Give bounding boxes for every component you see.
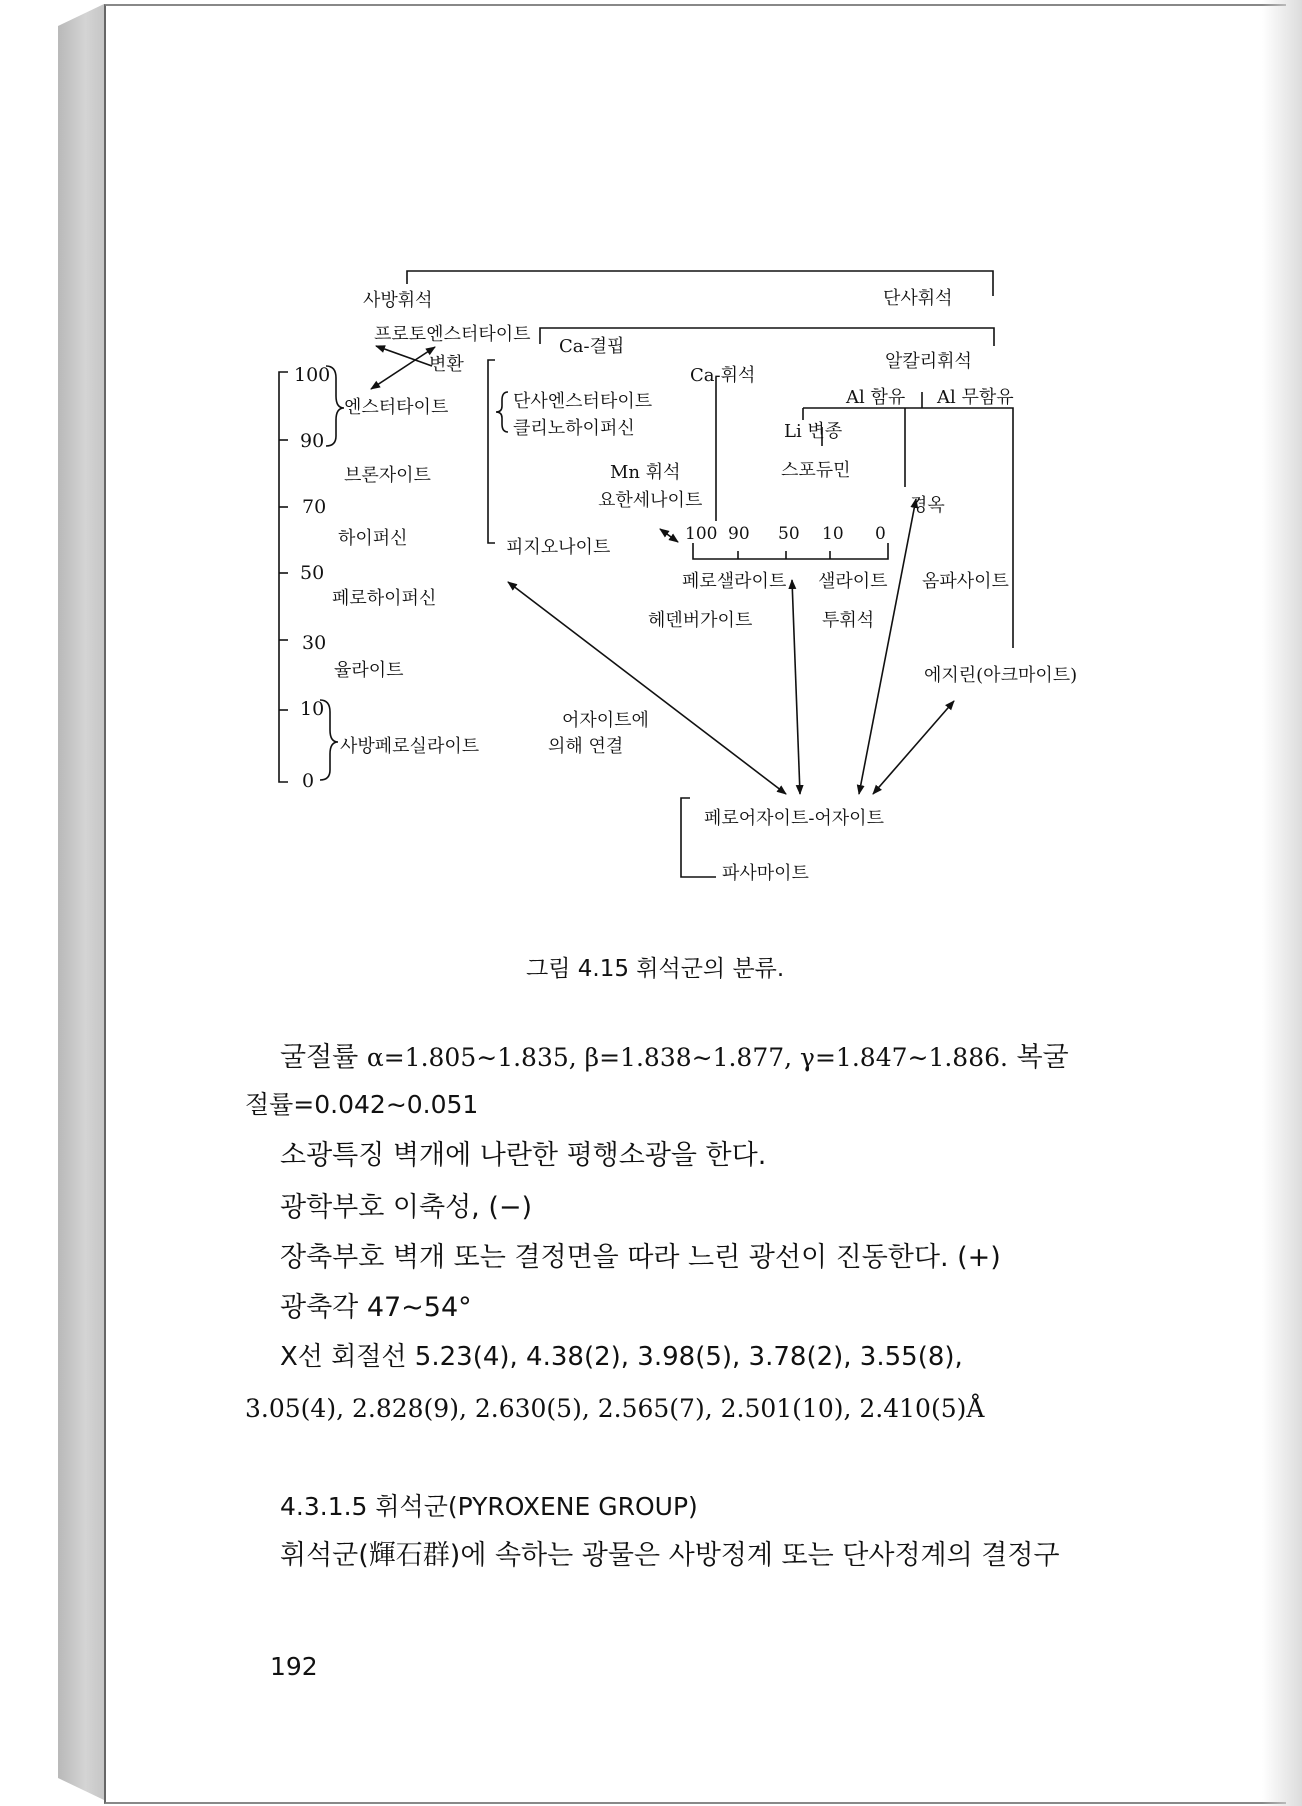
- label-jadeite: 경옥: [910, 495, 945, 516]
- label-alkali-pyroxene: 알칼리휘석: [885, 351, 972, 372]
- label-clinopyroxene: 단사휘석: [883, 288, 953, 309]
- scale-left-70: 70: [302, 496, 327, 518]
- paragraph-elongation: 장축부호 벽개 또는 결정면을 따라 느린 광선이 진동한다. (+): [280, 1242, 1001, 1273]
- label-diopside: 투휘석: [822, 610, 875, 631]
- scale-ca-100: 100: [685, 524, 718, 544]
- label-bronzite: 브론자이트: [344, 465, 431, 486]
- figure-caption: 그림 4.15 휘석군의 분류.: [526, 956, 785, 982]
- scale-ca-10: 10: [822, 524, 844, 544]
- scale-left-100: 100: [294, 364, 331, 386]
- refractive-label: 굴절률: [280, 1042, 367, 1073]
- label-linked-by-augite: 어자이트에: [562, 710, 649, 731]
- scale-ca-0: 0: [875, 524, 886, 544]
- paragraph-xray-1: X선 회절선 5.23(4), 4.38(2), 3.98(5), 3.78(2), 3.55(8),: [280, 1342, 963, 1372]
- page-number: 192: [270, 1652, 318, 1681]
- label-salite: 샐라이트: [818, 571, 888, 592]
- beta-value: β=1.838∼1.877,: [584, 1043, 801, 1072]
- label-pigeonite: 피지오나이트: [506, 537, 611, 558]
- scale-left-90: 90: [300, 430, 325, 452]
- label-al-free: Al 무함유: [937, 387, 1014, 408]
- scale-left-30: 30: [302, 632, 327, 654]
- label-omphacite: 옴파사이트: [922, 571, 1009, 592]
- label-clinoenstatite: 단사엔스터타이트: [513, 391, 653, 412]
- label-ca-poor: Ca-결핍: [559, 336, 625, 357]
- paragraph-pyroxene-intro: 휘석군(輝石群)에 속하는 광물은 사방정계 또는 단사정계의 결정구: [280, 1540, 1060, 1571]
- paragraph-optic-sign: 광학부호 이축성, (−): [280, 1192, 533, 1223]
- scale-left-10: 10: [300, 698, 325, 720]
- label-linked-by-augite-2: 의해 연결: [548, 736, 624, 757]
- scale-ca-90: 90: [728, 524, 750, 544]
- label-ferrohypersthene: 페로하이퍼신: [332, 588, 437, 609]
- label-clinohypersthene: 클리노하이퍼신: [513, 418, 635, 439]
- label-hypersthene: 하이퍼신: [338, 528, 408, 549]
- label-orthopyroxene: 사방휘석: [363, 290, 433, 311]
- label-ferroaugite-augite: 페로어자이트-어자이트: [704, 808, 884, 829]
- label-mn-pyroxene: Mn 휘석: [610, 462, 681, 483]
- birefringence-label-start: 복굴: [1007, 1042, 1069, 1073]
- gamma-value: γ=1.847∼1.886.: [800, 1043, 1008, 1072]
- label-al-bearing: Al 함유: [846, 387, 906, 408]
- scale-left-50: 50: [300, 562, 325, 584]
- paragraph-extinction: 소광특징 벽개에 나란한 평행소광을 한다.: [280, 1140, 767, 1171]
- label-transformation: 변환: [429, 354, 464, 375]
- label-ca-pyroxene: Ca-휘석: [690, 365, 756, 386]
- label-protoenstatite: 프로토엔스터타이트: [374, 324, 531, 345]
- label-hedenbergite: 헤덴버가이트: [648, 610, 753, 631]
- label-orthoferrosilite: 사방페로실라이트: [340, 736, 480, 757]
- paragraph-optic-angle: 광축각 47∼54°: [280, 1292, 472, 1323]
- paragraph-xray-2: 3.05(4), 2.828(9), 2.630(5), 2.565(7), 2.501(10), 2.410(5)Å: [245, 1394, 985, 1423]
- label-enstatite: 엔스터타이트: [344, 397, 449, 418]
- label-eulite: 율라이트: [334, 660, 404, 681]
- alpha-value: α=1.805∼1.835,: [366, 1043, 585, 1072]
- label-li-variety: Li 변종: [784, 421, 843, 442]
- label-ferrosalite: 페로샐라이트: [682, 571, 787, 592]
- label-aegirine: 에지린(아크마이트): [924, 665, 1078, 686]
- label-johannsenite: 요한세나이트: [598, 490, 703, 511]
- scale-ca-50: 50: [778, 524, 800, 544]
- label-spodumene: 스포듀민: [781, 460, 851, 481]
- scale-left-0: 0: [302, 770, 315, 792]
- label-fassaite: 파사마이트: [722, 863, 809, 884]
- section-heading: 4.3.1.5 휘석군(PYROXENE GROUP): [280, 1492, 698, 1521]
- paragraph-refractive-index: [280, 1044, 1069, 1071]
- paragraph-birefringence: 절률=0.042∼0.051: [245, 1090, 479, 1119]
